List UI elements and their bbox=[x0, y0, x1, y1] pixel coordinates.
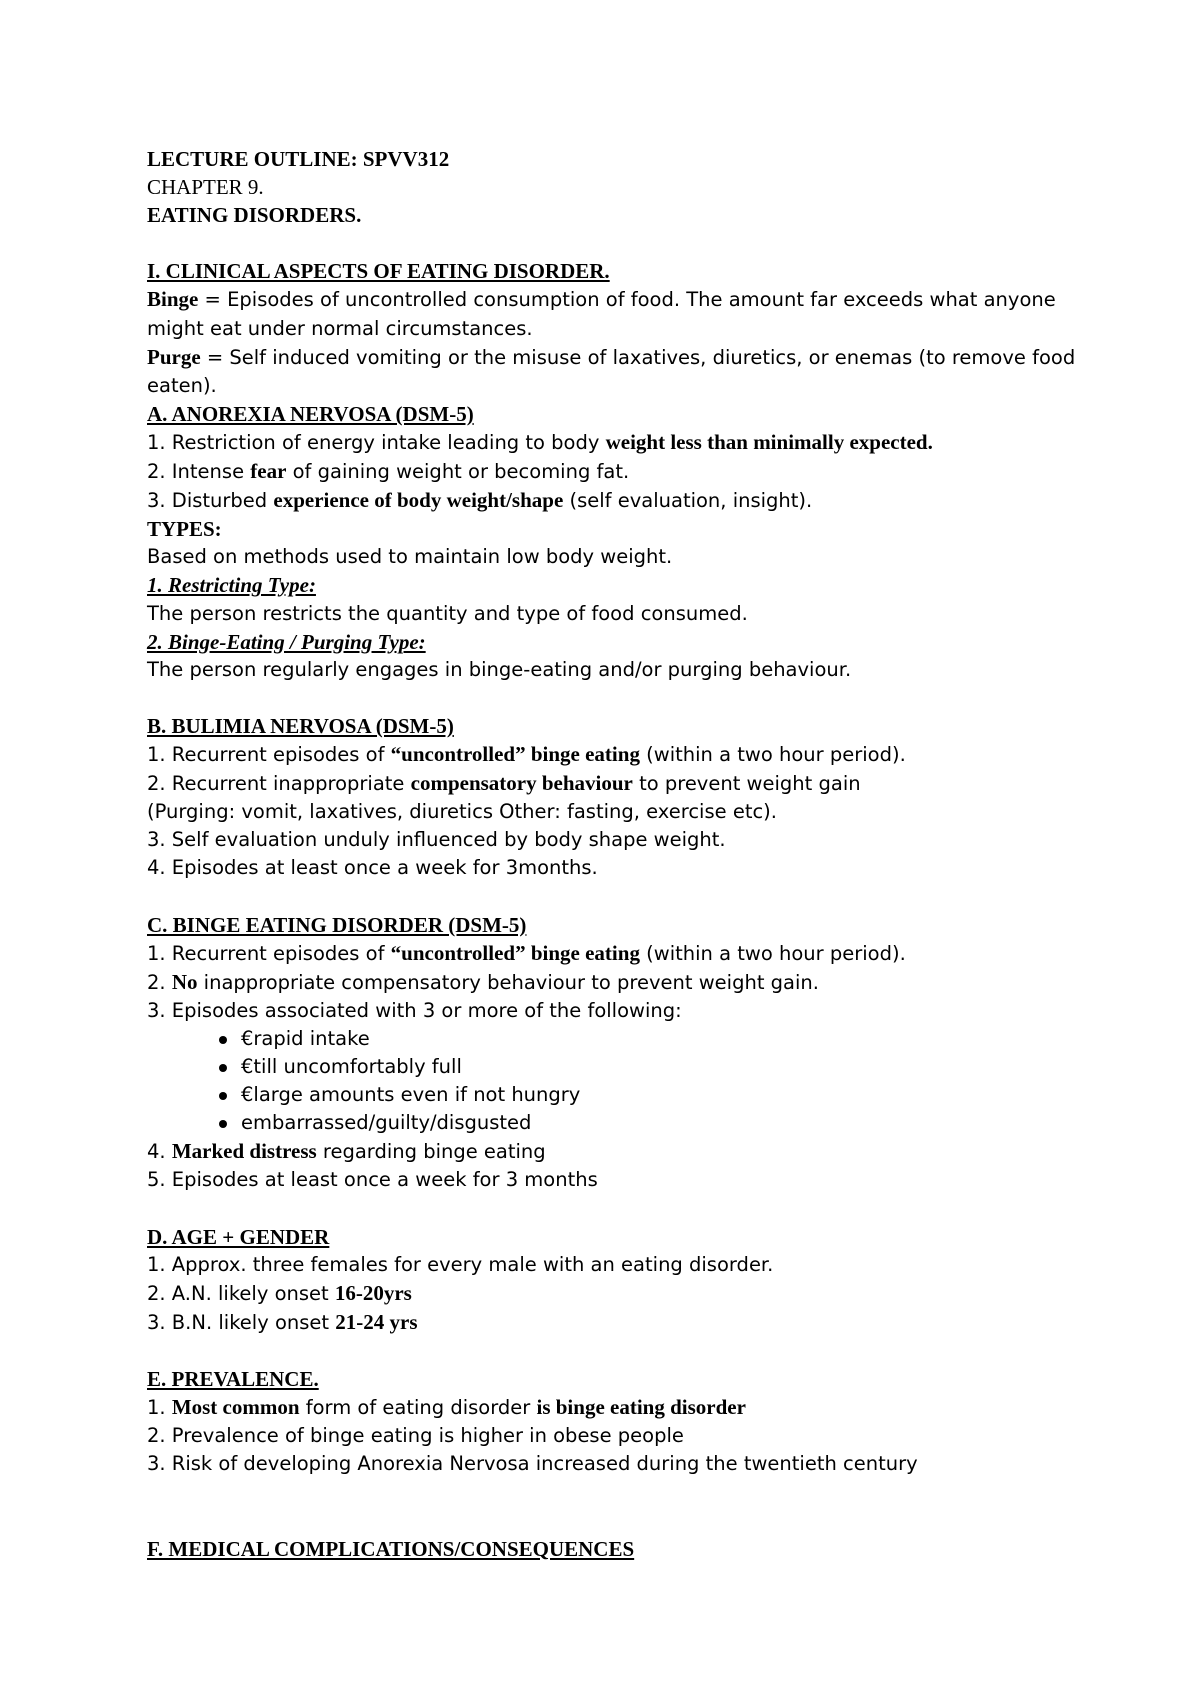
item-text: form of eating disorder bbox=[299, 1396, 537, 1420]
criterion-emphasis: Marked distress bbox=[171, 1139, 317, 1164]
bed-criterion-4 bbox=[147, 1137, 1097, 1166]
list-item: €rapid intake bbox=[219, 1025, 1097, 1053]
restricting-type-description: The person restricts the quantity and type of food consumed. bbox=[147, 601, 748, 625]
criterion-emphasis: weight less than minimally expected. bbox=[605, 429, 933, 454]
anorexia-criterion-1 bbox=[147, 428, 1097, 457]
list-item: embarrassed/guilty/disgusted bbox=[219, 1109, 1097, 1137]
criterion-emphasis: compensatory behaviour bbox=[410, 771, 633, 796]
prevalence-item-1 bbox=[147, 1393, 1097, 1422]
bed-criterion-2 bbox=[147, 968, 1097, 997]
anorexia-criterion-2 bbox=[147, 457, 1097, 486]
criterion-text: (self evaluation, insight). bbox=[563, 489, 813, 513]
prevalence-item-3: 3. Risk of developing Anorexia Nervosa increased during the twentieth century bbox=[147, 1452, 918, 1476]
bulimia-criterion-4: 4. Episodes at least once a week for 3months. bbox=[147, 856, 598, 880]
section-b-heading: B. BULIMIA NERVOSA (DSM-5) bbox=[147, 713, 454, 738]
spacer bbox=[147, 229, 1097, 257]
criterion-text: inappropriate compensatory behaviour to prevent weight gain. bbox=[197, 970, 819, 994]
binge-term: Binge bbox=[147, 287, 199, 312]
criterion-emphasis: No bbox=[171, 969, 198, 994]
criterion-text: (within a two hour period). bbox=[639, 941, 906, 965]
criterion-emphasis: experience of body weight/shape bbox=[273, 488, 564, 513]
criterion-text: 2. Intense bbox=[147, 460, 251, 484]
spacer bbox=[147, 684, 1097, 712]
section-i-heading: I. CLINICAL ASPECTS OF EATING DISORDER. bbox=[147, 259, 610, 284]
bed-criterion-1 bbox=[147, 939, 1097, 968]
list-item: €large amounts even if not hungry bbox=[219, 1081, 1097, 1109]
criterion-text: to prevent weight gain bbox=[632, 772, 861, 796]
types-label: TYPES: bbox=[147, 517, 222, 542]
criterion-text: 3. Disturbed bbox=[147, 489, 274, 513]
purge-definition bbox=[147, 343, 1097, 400]
spacer bbox=[147, 1337, 1097, 1365]
criterion-emphasis: “uncontrolled” binge eating bbox=[390, 741, 640, 766]
spacer bbox=[147, 1507, 1097, 1535]
item-emphasis: 21-24 yrs bbox=[335, 1309, 418, 1334]
criterion-text: 1. Recurrent episodes of bbox=[147, 941, 391, 965]
document-page bbox=[147, 145, 1097, 1563]
criterion-text: of gaining weight or becoming fat. bbox=[286, 460, 630, 484]
bulimia-criterion-2 bbox=[147, 769, 1097, 798]
topic-title: EATING DISORDERS. bbox=[147, 203, 362, 228]
criterion-text: 1. Restriction of energy intake leading to body bbox=[147, 430, 606, 454]
item-emphasis: 16-20yrs bbox=[334, 1280, 412, 1305]
section-d-heading: D. AGE + GENDER bbox=[147, 1224, 330, 1249]
bulimia-criterion-2-continued: (Purging: vomit, laxatives, diuretics Other: fasting, exercise etc). bbox=[147, 800, 777, 824]
item-emphasis: Most common bbox=[171, 1395, 300, 1420]
item-text: 3. B.N. likely onset bbox=[147, 1310, 336, 1334]
criterion-text: 1. Recurrent episodes of bbox=[147, 742, 391, 766]
binge-definition bbox=[147, 285, 1097, 342]
anorexia-criterion-3 bbox=[147, 486, 1097, 515]
bed-criterion-5: 5. Episodes at least once a week for 3 months bbox=[147, 1168, 598, 1192]
criterion-text: 4. bbox=[147, 1140, 172, 1164]
spacer bbox=[147, 1194, 1097, 1222]
criterion-emphasis: fear bbox=[250, 459, 287, 484]
criterion-text: 2. Recurrent inappropriate bbox=[147, 772, 411, 796]
section-f-heading: F. MEDICAL COMPLICATIONS/CONSEQUENCES bbox=[147, 1536, 635, 1561]
spacer bbox=[147, 1478, 1097, 1506]
types-description: Based on methods used to maintain low body weight. bbox=[147, 545, 673, 569]
bulimia-criterion-1 bbox=[147, 740, 1097, 769]
section-a-heading: A. ANOREXIA NERVOSA (DSM-5) bbox=[147, 401, 474, 426]
section-e-heading: E. PREVALENCE. bbox=[147, 1367, 319, 1392]
criterion-emphasis: “uncontrolled” binge eating bbox=[390, 940, 640, 965]
purge-definition-text: = Self induced vomiting or the misuse of laxatives, diuretics, or enemas (to remove food eaten). bbox=[147, 345, 1076, 397]
section-c-heading: C. BINGE EATING DISORDER (DSM-5) bbox=[147, 912, 527, 937]
item-text: 2. A.N. likely onset bbox=[147, 1281, 335, 1305]
age-gender-item-3 bbox=[147, 1308, 1097, 1337]
bed-features-list bbox=[147, 1025, 1097, 1137]
bulimia-criterion-3: 3. Self evaluation unduly influenced by body shape weight. bbox=[147, 828, 726, 852]
criterion-text: regarding binge eating bbox=[316, 1140, 546, 1164]
item-text: 1. bbox=[147, 1396, 172, 1420]
age-gender-item-2 bbox=[147, 1279, 1097, 1308]
item-emphasis: is binge eating disorder bbox=[536, 1395, 746, 1420]
binge-definition-text: = Episodes of uncontrolled consumption of food. The amount far exceeds what anyone might eat under normal circumstances. bbox=[147, 288, 1056, 340]
criterion-text: (within a two hour period). bbox=[639, 742, 906, 766]
chapter-label: CHAPTER 9. bbox=[147, 175, 264, 200]
prevalence-item-2: 2. Prevalence of binge eating is higher in obese people bbox=[147, 1424, 684, 1448]
age-gender-item-1: 1. Approx. three females for every male with an eating disorder. bbox=[147, 1252, 774, 1276]
criterion-text: 2. bbox=[147, 970, 172, 994]
spacer bbox=[147, 882, 1097, 910]
purge-term: Purge bbox=[147, 344, 201, 369]
binge-purging-type-description: The person regularly engages in binge-eating and/or purging behaviour. bbox=[147, 657, 852, 681]
lecture-title: LECTURE OUTLINE: SPVV312 bbox=[147, 147, 450, 171]
restricting-type-heading: 1. Restricting Type: bbox=[147, 573, 316, 598]
bed-criterion-3: 3. Episodes associated with 3 or more of the following: bbox=[147, 998, 682, 1022]
list-item: €till uncomfortably full bbox=[219, 1053, 1097, 1081]
binge-purging-type-heading: 2. Binge-Eating / Purging Type: bbox=[147, 629, 426, 654]
